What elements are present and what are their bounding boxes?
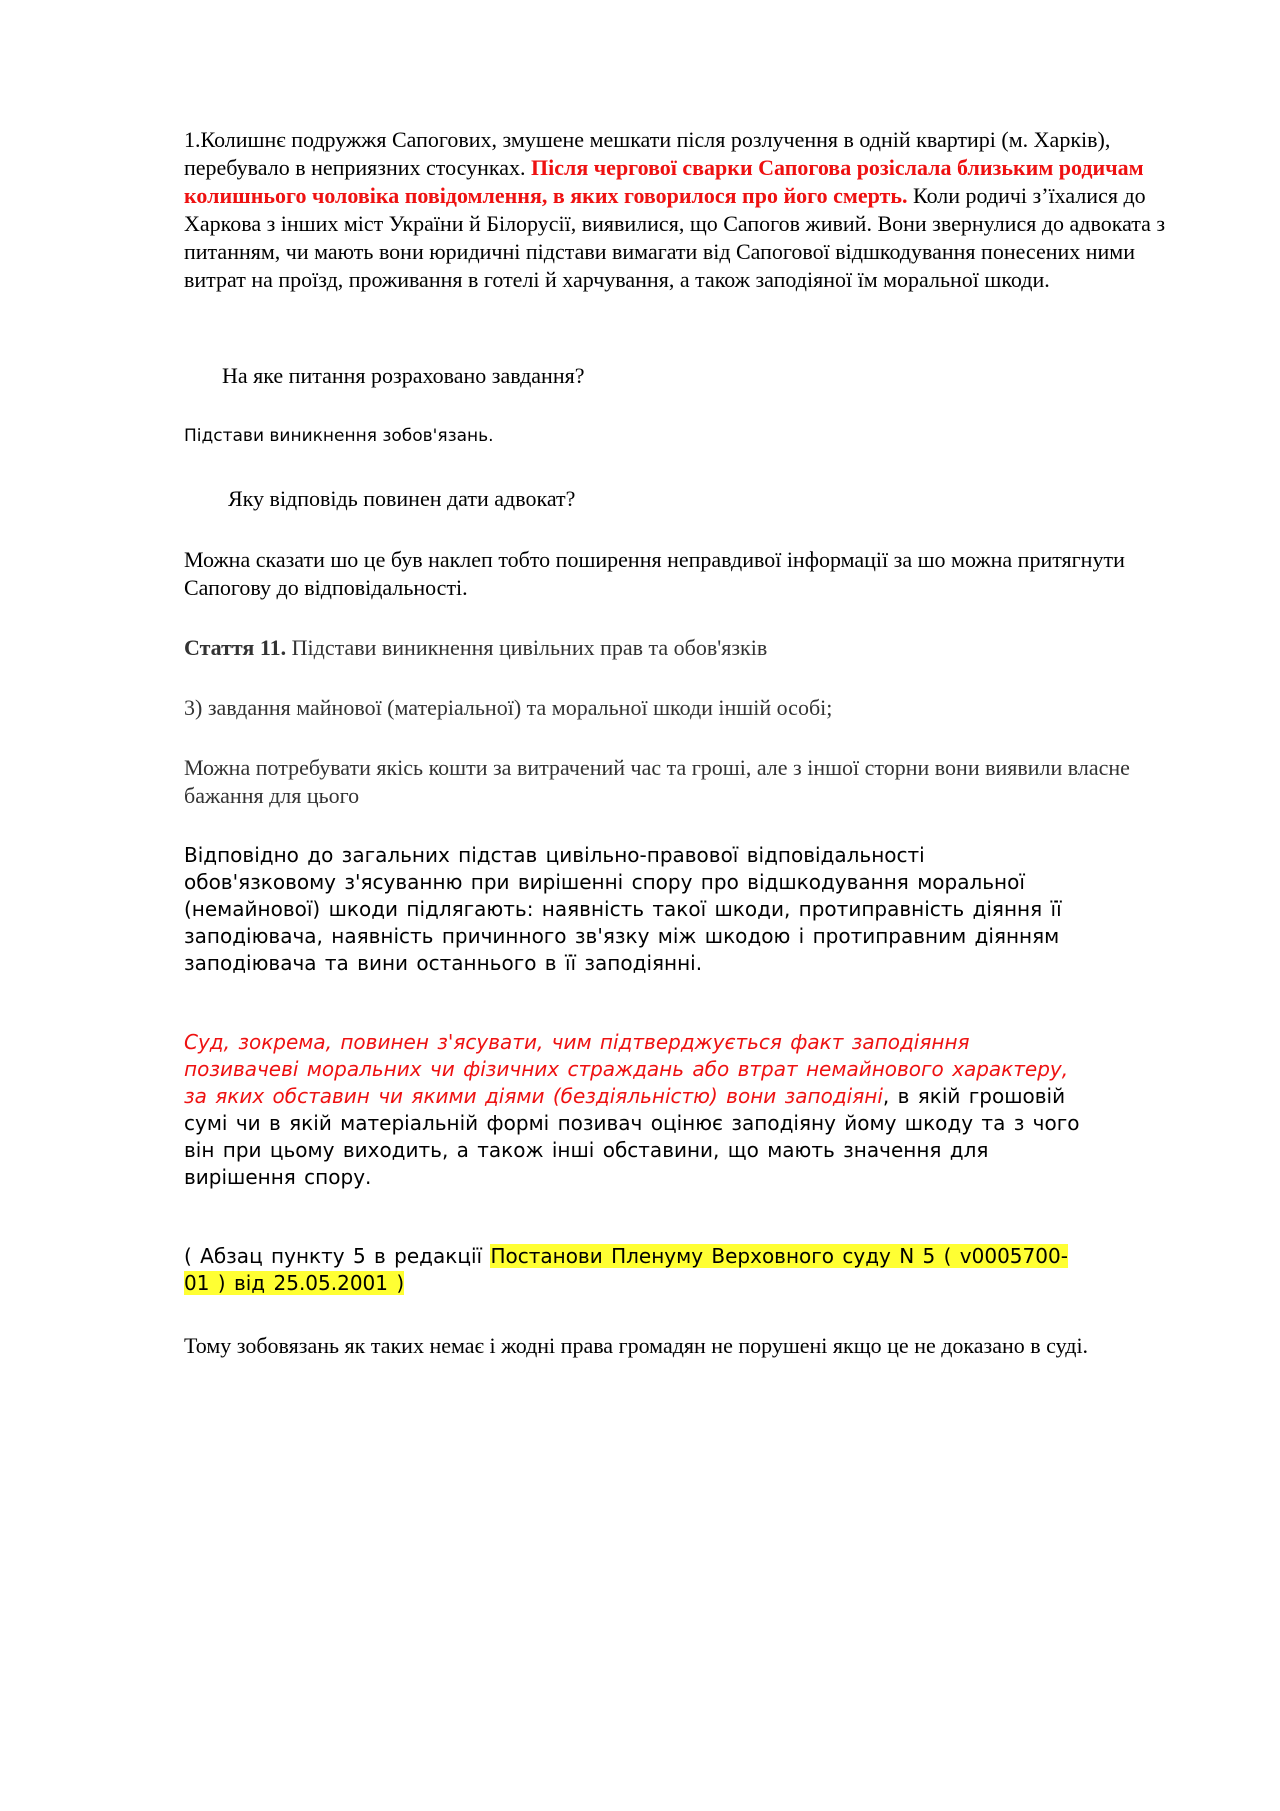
article-heading: [184, 634, 767, 662]
legal-reference-prefix: ( Абзац пункту 5 в редакції: [184, 1244, 491, 1268]
task-paragraph: [184, 126, 1194, 294]
legal-paragraph-2: [184, 1029, 1084, 1191]
task-tail: Коли родичі з’їхалися до Харкова з інших міст України й Білорусії, виявилися, що Сапогов живий. Вони звернулися до адвоката з питанням, чи мають вони юридичні підстави вимагати від Сапогової відшкодування понесених ними витрат на проїзд, проживання в готелі й харчування, а також заподіяної їм моральної шкоди.: [184, 183, 1166, 292]
article-item-3: 3) завдання майнової (матеріальної) та моральної шкоди іншій особі;: [184, 695, 833, 720]
task-lead: 1.Колишнє подружжя Сапогових, змушене мешкати після розлучення в одній квартирі (м. Харків), перебувало в неприязних стосунках.: [184, 127, 1111, 180]
article-label: Стаття 11.: [184, 635, 287, 660]
grey-paragraph: Можна потребувати якісь кошти за витрачений час та гроші, але з іншої сторни вони виявили власне бажання для цього: [184, 755, 1130, 808]
legal-paragraph-1: Відповідно до загальних підстав цивільно-правової відповідальності обов'язковому з'ясуванню при вирішенні спору про відшкодування моральної (немайнової) шкоди підлягають: наявність такої шкоди, протиправність діяння її заподіювача, наявність причинного зв'язку між шкодою і протиправним діянням заподіювача та вини останнього в її заподіянні.: [184, 843, 1062, 975]
legal-reference: [184, 1243, 1084, 1297]
task-emphasis: Після чергової сварки Сапогова розіслала близьким родичам колишнього чоловіка повідомлення, в яких говорилося про його смерть.: [184, 155, 1144, 208]
question-2: Яку відповідь повинен дати адвокат?: [228, 486, 576, 511]
article-title: Підстави виникнення цивільних прав та обов'язків: [286, 635, 768, 660]
answer-2: Можна сказати шо це був наклеп тобто поширення неправдивої інформації за шо можна притягнути Сапогову до відповідальності.: [184, 547, 1125, 600]
answer-1: Підстави виникнення зобов'язань.: [184, 426, 494, 446]
legal-italic-part: Суд, зокрема, повинен з'ясувати, чим підтверджується факт заподіяння позивачеві моральних чи фізичних страждань або втрат немайнового характеру, за яких обставин чи якими діями (бездіяльністю) вони заподіяні: [184, 1030, 1069, 1108]
legal-rest-part: , в якій грошовій сумі чи в якій матеріальній формі позивач оцінює заподіяну йому шкоду та з чого він при цьому виходить, а також інші обставини, що мають значення для вирішення спору.: [184, 1084, 1080, 1189]
conclusion-paragraph: Тому зобовязань як таких немає і жодні права громадян не порушені якщо це не доказано в суді.: [184, 1333, 1089, 1358]
question-1: На яке питання розраховано завдання?: [222, 363, 585, 388]
legal-reference-highlight: Постанови Пленуму Верховного суду N 5 ( v0005700-01 ) від 25.05.2001 ): [184, 1244, 1068, 1295]
